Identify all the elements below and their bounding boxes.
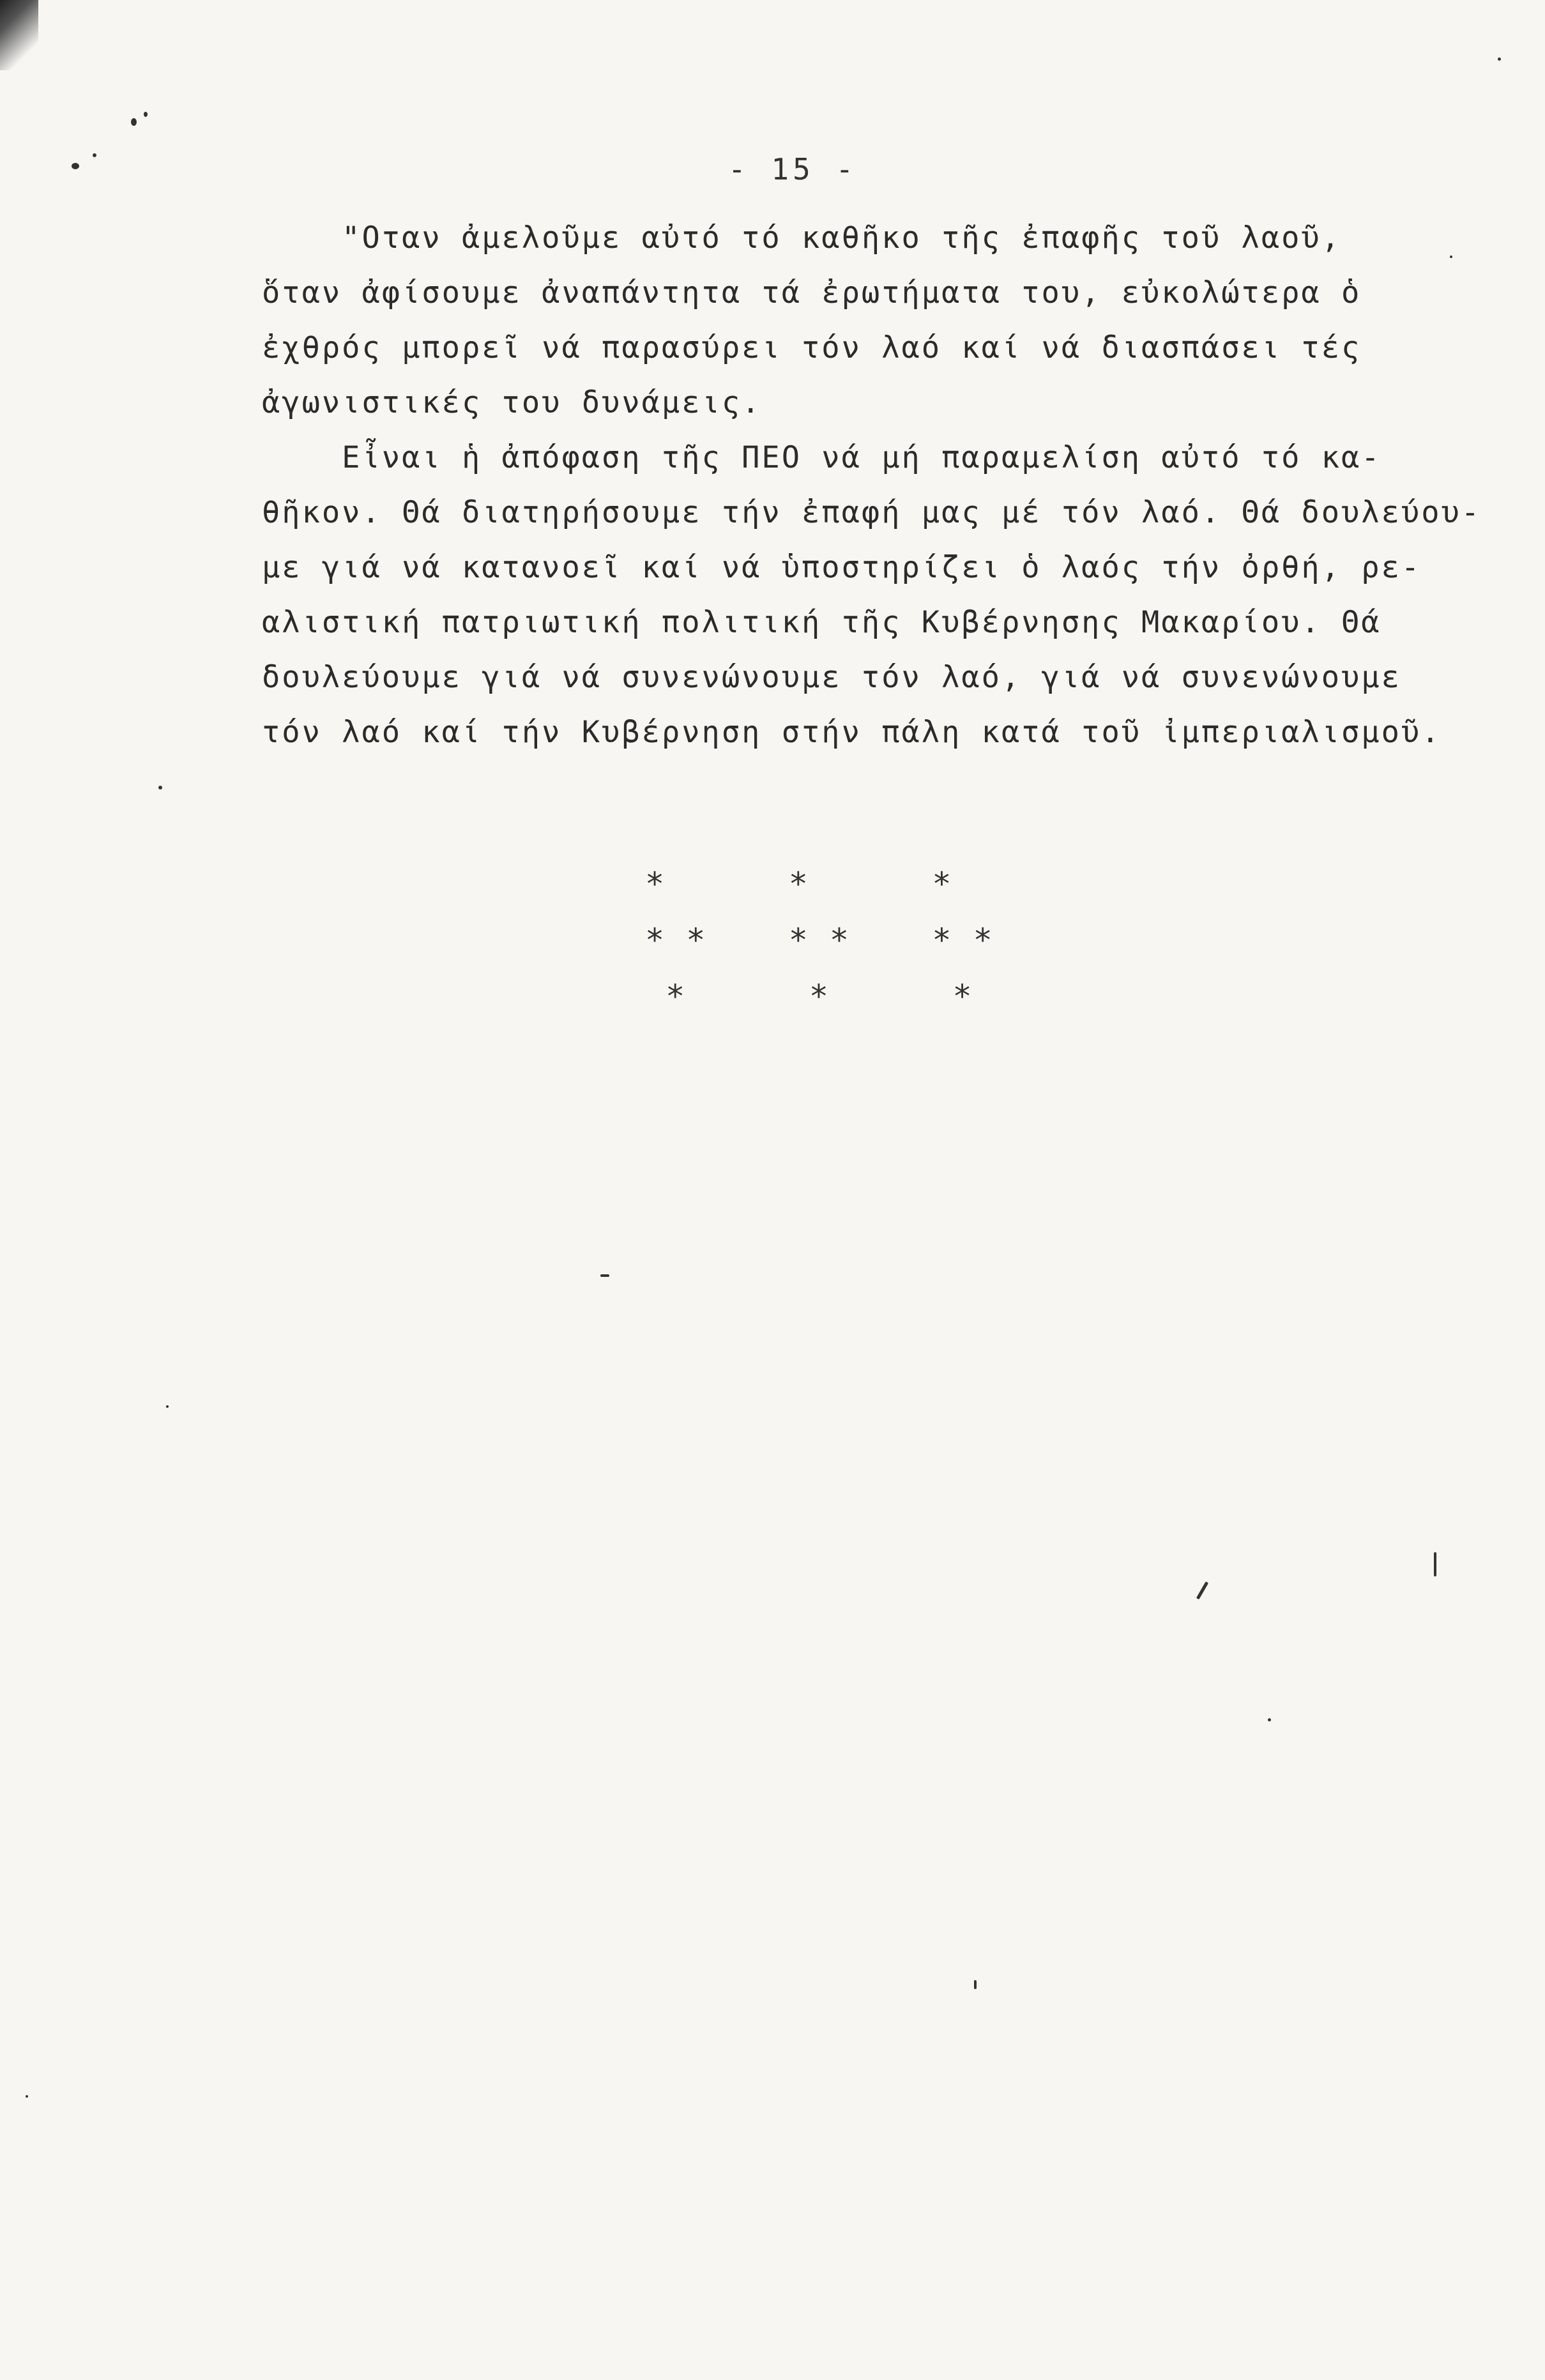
text-line: θῆκον. Θά διατηρήσουμε τήν ἐπαφή μας μέ τόν λαό. Θά δουλεύου- (262, 495, 1482, 530)
text-line: Εἶναι ἡ ἀπόφαση τῆς ΠΕΟ νά μή παραμελίση αὐτό τό κα- (262, 440, 1381, 475)
text-line: τόν λαό καί τήν Κυβέρνηση στήν πάλη κατά τοῦ ἰμπεριαλισμοῦ. (262, 715, 1442, 750)
scan-speck (72, 163, 79, 169)
scan-speck (131, 118, 137, 126)
scan-speck (1498, 57, 1501, 61)
text-line: "Οταν ἀμελοῦμε αὐτό τό καθῆκο τῆς ἐπαφῆς τοῦ λαοῦ, (262, 220, 1342, 256)
body-text (262, 211, 1482, 760)
scan-speck (144, 112, 148, 117)
scan-speck (1268, 1718, 1271, 1721)
text-line: ὅταν ἀφίσουμε ἀναπάντητα τά ἐρωτήματα του, εὐκολώτερα ὁ (262, 275, 1362, 310)
scan-speck (166, 1405, 169, 1408)
scan-speck (1434, 1552, 1436, 1576)
scan-speck (158, 786, 162, 790)
text-line: ἐχθρός μπορεῖ νά παρασύρει τόν λαό καί νά διασπάσει τές (262, 330, 1362, 365)
text-line: δουλεύουμε γιά νά συνενώνουμε τόν λαό, γιά νά συνενώνουμε (262, 660, 1401, 695)
scan-edge-shadow (0, 0, 38, 70)
scan-speck (974, 1980, 977, 1989)
page-number: - 15 - (728, 152, 858, 187)
ornament-row: * * * (645, 866, 953, 903)
text-line: ἀγωνιστικές του δυνάμεις. (262, 385, 762, 420)
scan-speck (1450, 256, 1452, 258)
ornament-row: * * * (645, 978, 973, 1015)
ornament-row: * * * * * * (645, 922, 994, 959)
scan-speck (26, 2095, 28, 2098)
text-line: αλιστική πατριωτική πολιτική τῆς Κυβέρνησης Μακαρίου. Θά (262, 605, 1381, 640)
scan-speck (93, 153, 96, 157)
asterisk-ornament (645, 856, 994, 1025)
scan-speck (1196, 1582, 1208, 1599)
text-line: με γιά νά κατανοεῖ καί νά ὑποστηρίζει ὁ λαός τήν ὀρθή, ρε- (262, 550, 1422, 585)
scan-speck (600, 1274, 609, 1277)
